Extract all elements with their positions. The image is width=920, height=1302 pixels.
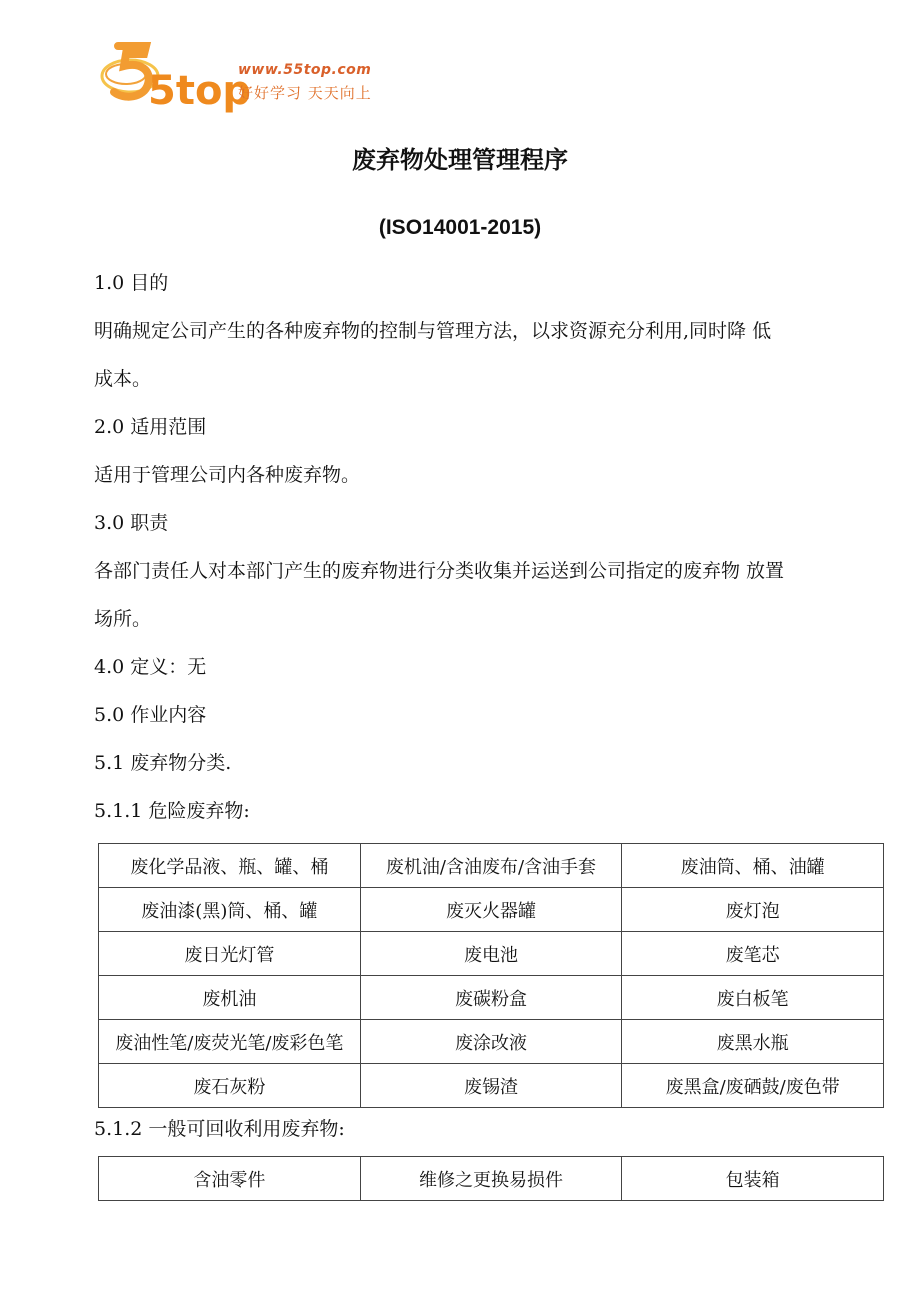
table-cell: 废油筒、桶、油罐 <box>622 844 884 888</box>
table-cell: 废日光灯管 <box>99 932 361 976</box>
logo-url: www.55top.com <box>238 62 372 78</box>
table-row <box>99 1157 884 1201</box>
table-cell: 含油零件 <box>99 1157 361 1201</box>
table-cell: 废化学品液、瓶、罐、桶 <box>99 844 361 888</box>
section-heading-procedure: 5.0 作业内容 <box>94 704 207 726</box>
table-row <box>99 1064 884 1108</box>
paragraph-responsibility-line2: 场所。 <box>94 608 152 630</box>
table-row <box>99 932 884 976</box>
logo-mark-text: 5top <box>148 68 252 114</box>
table-row <box>99 976 884 1020</box>
section-heading-scope: 2.0 适用范围 <box>94 416 207 438</box>
table-cell: 废电池 <box>360 932 622 976</box>
table-cell: 废黑水瓶 <box>622 1020 884 1064</box>
table-cell: 废笔芯 <box>622 932 884 976</box>
general-waste-table <box>98 1156 884 1201</box>
table-cell: 维修之更换易损件 <box>360 1157 622 1201</box>
table-cell: 废石灰粉 <box>99 1064 361 1108</box>
paragraph-scope: 适用于管理公司内各种废弃物。 <box>94 464 361 486</box>
section-heading-definition: 4.0 定义：无 <box>94 656 207 678</box>
subsection-heading-classification: 5.1 废弃物分类. <box>94 752 232 774</box>
table-cell: 废油性笔/废荧光笔/废彩色笔 <box>99 1020 361 1064</box>
paragraph-purpose-line2: 成本。 <box>94 368 152 390</box>
table-cell: 废锡渣 <box>360 1064 622 1108</box>
subsection-heading-hazardous: 5.1.1 危险废弃物: <box>94 800 250 822</box>
table-cell: 包装箱 <box>622 1157 884 1201</box>
logo-mark-icon <box>96 38 252 118</box>
table-cell: 废黑盒/废硒鼓/废色带 <box>622 1064 884 1108</box>
document-title: 废弃物处理管理程序 <box>352 145 568 174</box>
hazardous-waste-table <box>98 843 884 1108</box>
subsection-heading-general: 5.1.2 一般可回收利用废弃物: <box>94 1118 345 1140</box>
table-cell: 废碳粉盒 <box>360 976 622 1020</box>
table-cell: 废涂改液 <box>360 1020 622 1064</box>
paragraph-responsibility-line1: 各部门责任人对本部门产生的废弃物进行分类收集并运送到公司指定的废弃物 放置 <box>94 560 785 582</box>
section-heading-responsibility: 3.0 职责 <box>94 512 169 534</box>
table-cell: 废灭火器罐 <box>360 888 622 932</box>
table-row <box>99 888 884 932</box>
table-cell: 废灯泡 <box>622 888 884 932</box>
section-heading-purpose: 1.0 目的 <box>94 272 169 294</box>
site-logo <box>96 38 406 118</box>
logo-slogan: 好好学习 天天向上 <box>238 84 372 102</box>
table-row <box>99 1020 884 1064</box>
table-cell: 废白板笔 <box>622 976 884 1020</box>
document-subtitle: (ISO14001-2015) <box>378 216 542 239</box>
table-cell: 废机油 <box>99 976 361 1020</box>
paragraph-purpose-line1: 明确规定公司产生的各种废弃物的控制与管理方法，以求资源充分利用,同时降 低 <box>94 320 772 342</box>
table-cell: 废油漆(黑)筒、桶、罐 <box>99 888 361 932</box>
table-cell: 废机油/含油废布/含油手套 <box>360 844 622 888</box>
table-row <box>99 844 884 888</box>
